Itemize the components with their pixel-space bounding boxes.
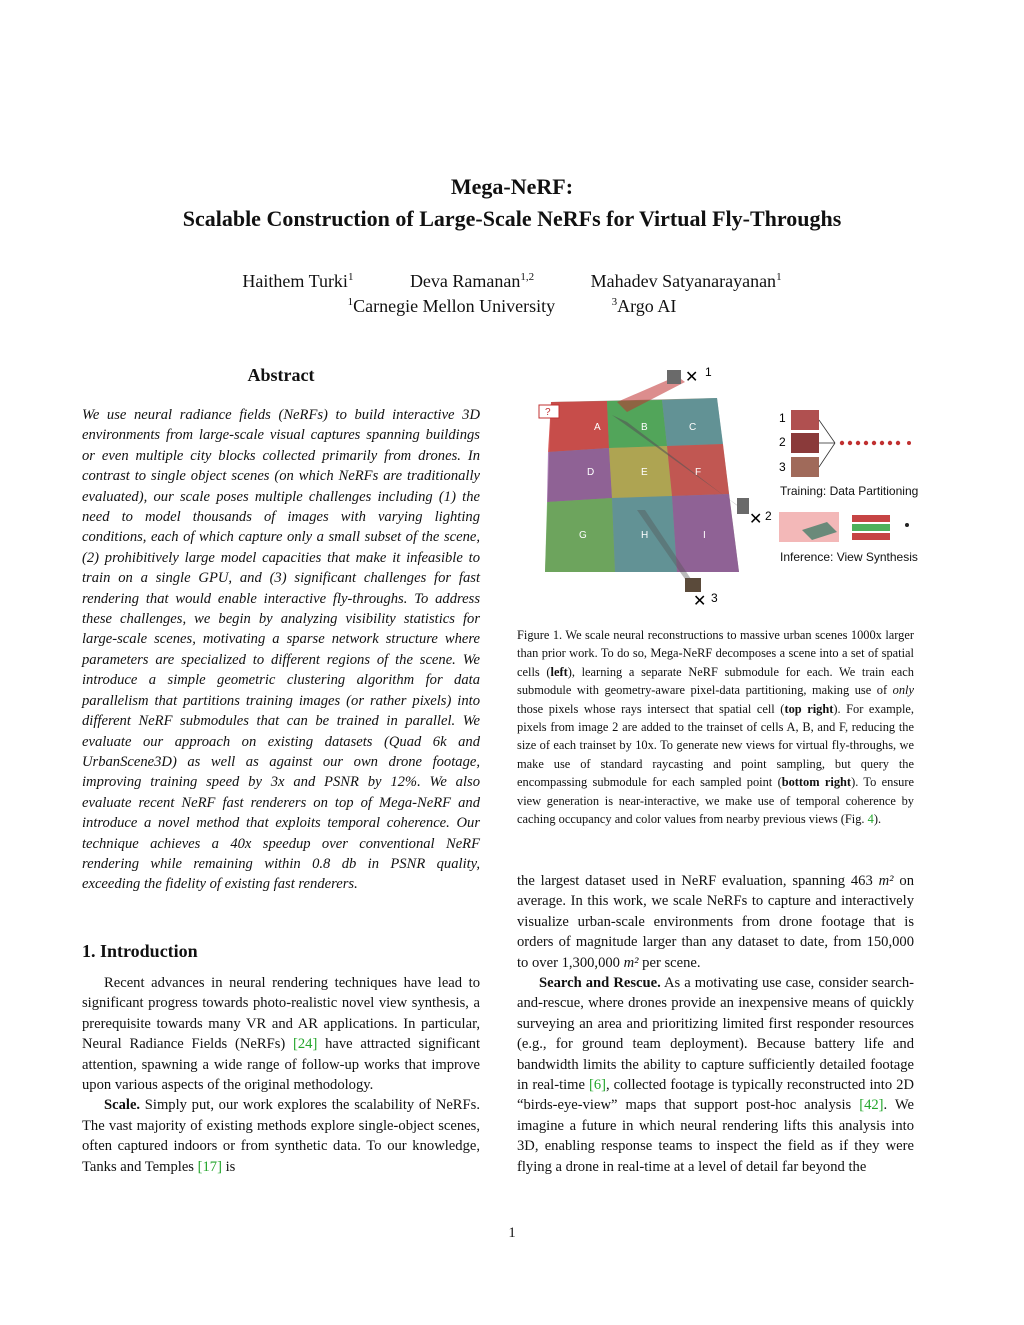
submodule-grid-icon (852, 515, 909, 540)
train-image-label: 1 (779, 411, 786, 425)
inference-label: Inference: View Synthesis (780, 550, 918, 564)
query-mark: ? (545, 407, 551, 418)
citation-link[interactable]: [6] (589, 1077, 607, 1094)
author: Mahadev Satyanarayanan$^1$ (590, 271, 782, 291)
intro-body (82, 973, 480, 1177)
body-paragraph: the largest dataset used in NeRF evaluation, spanning 463 m² on average. In this work, we scale NeRFs to capture and interactively visualize urban-scale environments from drone footage that is orders of magnitude larger than any dataset to date, from 150,000 to over 1,300,000 m² per scene. (517, 873, 914, 971)
train-image (791, 433, 819, 453)
intro-paragraph: Recent advances in neural rendering techniques have lead to significant progress towards photo-realistic novel view synthesis, a prerequisite towards many VR and AR applications. In particular, Neural Radiance Fields (NeRFs) [24] have attracted significant attention, spawning a wide range of follow-up works that improve upon various aspects of the original methodology. (82, 975, 480, 1094)
camera-label: 2 (765, 509, 772, 523)
cell-label: B (641, 422, 648, 433)
train-image (791, 410, 819, 430)
train-image-label: 3 (779, 460, 786, 474)
author-list (0, 271, 1024, 292)
citation-link[interactable]: [42] (859, 1097, 884, 1114)
cell-label: I (703, 530, 706, 541)
body-paragraph: Search and Rescue. As a motivating use case, consider search-and-rescue, where drones provide an inexpensive means of quickly surveying an area and prioritizing limited first responder resources (e.g., for ground team deployment). Because battery life and bandwidth limits the ability to capture sufficiently detailed footage in real-time [6], collected footage is typically reconstructed into 2D “birds-eye-view” maps that support post-hoc analysis [42]. We imagine a future in which neural rendering lifts this analysis into 3D, enabling response teams to inspect the field as if they were flying a drone in real-time at a level of detail far beyond the (517, 975, 914, 1175)
abstract-text: We use neural radiance fields (NeRFs) to build interactive 3D environments from large-scale visual captures spanning buildings or even multiple city blocks collected primarily from drones. In contrast to single object scenes (on which NeRFs are traditionally evaluated), our scale poses multiple challenges including (1) the need to model thousands of images with varying lighting conditions, each of which capture only a small subset of the scene, (2) prohibitively large model capacities that make it infeasible to train on a single GPU, and (3) significant challenges for fast rendering that would enable interactive fly-throughs. To address these challenges, we begin by analyzing visibility statistics for large-scale scenes, motivating a sparse network structure where parameters are specialized to different regions of the scene. We introduce a simple geometric clustering algorithm for data parallelism that partitions training images (or rather pixels) into different NeRF submodules that can be trained in parallel. We evaluate our approach on existing datasets (Quad 6k and UrbanScene3D) as well as against our own drone footage, improving training speed by 3x and PSNR by 12%. We also evaluate recent NeRF fast renderers on top of Mega-NeRF and introduce a novel method that exploits temporal coherence. Our technique achieves a 40x speedup over conventional NeRF rendering while remaining within 0.8 db in PSNR quality, exceeding the fidelity of existing fast renderers. (82, 407, 480, 893)
train-image-label: 2 (779, 435, 786, 449)
abstract-heading: Abstract (247, 365, 315, 385)
right-column-body (517, 871, 914, 1177)
author: Deva Ramanan$^{1,2}$ (409, 271, 535, 291)
cell-label: G (579, 530, 587, 541)
affiliation: $^1$Carnegie Mellon University (347, 296, 556, 316)
cell-d (547, 448, 612, 502)
author: Haithem Turki$^1$ (242, 271, 354, 291)
drone-icon: ✕ (749, 511, 763, 528)
cell-b (607, 400, 667, 448)
citation-link[interactable]: [17] (197, 1158, 222, 1175)
affiliation-list (0, 296, 1024, 317)
camera-label: 3 (711, 591, 718, 605)
cell-label: D (587, 467, 595, 478)
nerf-network-icon (840, 441, 911, 445)
drone-icon: ✕ (693, 593, 707, 610)
cell-label: F (695, 467, 702, 478)
figure-caption: Figure 1. We scale neural reconstructions to massive urban scenes 1000x larger than prior work. To do so, Mega-NeRF decomposes a scene into a set of spatial cells (left), learning a separate NeRF submodule for each. We train each submodule with geometry-aware pixel-data partitioning, making use of only those pixels whose rays intersect that spatial cell (top right). For example, pixels from image 2 are added to the trainset of cells A, B, and F, reducing the size of each trainset by 10x. To generate new views for virtual fly-throughs, we make use of standard raycasting and point sampling, but query the encompassing submodule for each sampled point (bottom right). To ensure view generation is near-interactive, we make use of temporal coherence by caching occupancy and color values from nearby previous views (Fig. 4). (517, 628, 914, 827)
cell-label: H (641, 530, 649, 541)
figure-reference-link[interactable]: 4 (867, 812, 874, 827)
citation-link[interactable]: [24] (293, 1036, 318, 1053)
section-heading-introduction: 1. Introduction (82, 941, 198, 961)
page-number: 1 (508, 1225, 516, 1241)
affiliation: $^3$Argo AI (611, 296, 677, 316)
intro-paragraph: Scale. Simply put, our work explores the scalability of NeRFs. The vast majority of existing methods explore single-object scenes, often captured indoors or from synthetic data. To our knowledge, Tanks and Temples [17] is (82, 1097, 480, 1175)
training-label: Training: Data Partitioning (780, 484, 919, 498)
paper-title-line2: Scalable Construction of Large-Scale NeRFs for Virtual Fly-Throughs (182, 206, 842, 231)
train-image (791, 457, 819, 477)
cell-label: A (594, 422, 601, 433)
camera-frame (667, 370, 681, 384)
camera-frame (685, 578, 701, 592)
paper-title-line1: Mega-NeRF: (450, 174, 574, 199)
drone-icon: ✕ (685, 369, 699, 386)
cell-label: C (689, 422, 697, 433)
camera-label: 1 (705, 365, 712, 379)
cell-label: E (641, 467, 648, 478)
camera-frame (737, 498, 749, 514)
